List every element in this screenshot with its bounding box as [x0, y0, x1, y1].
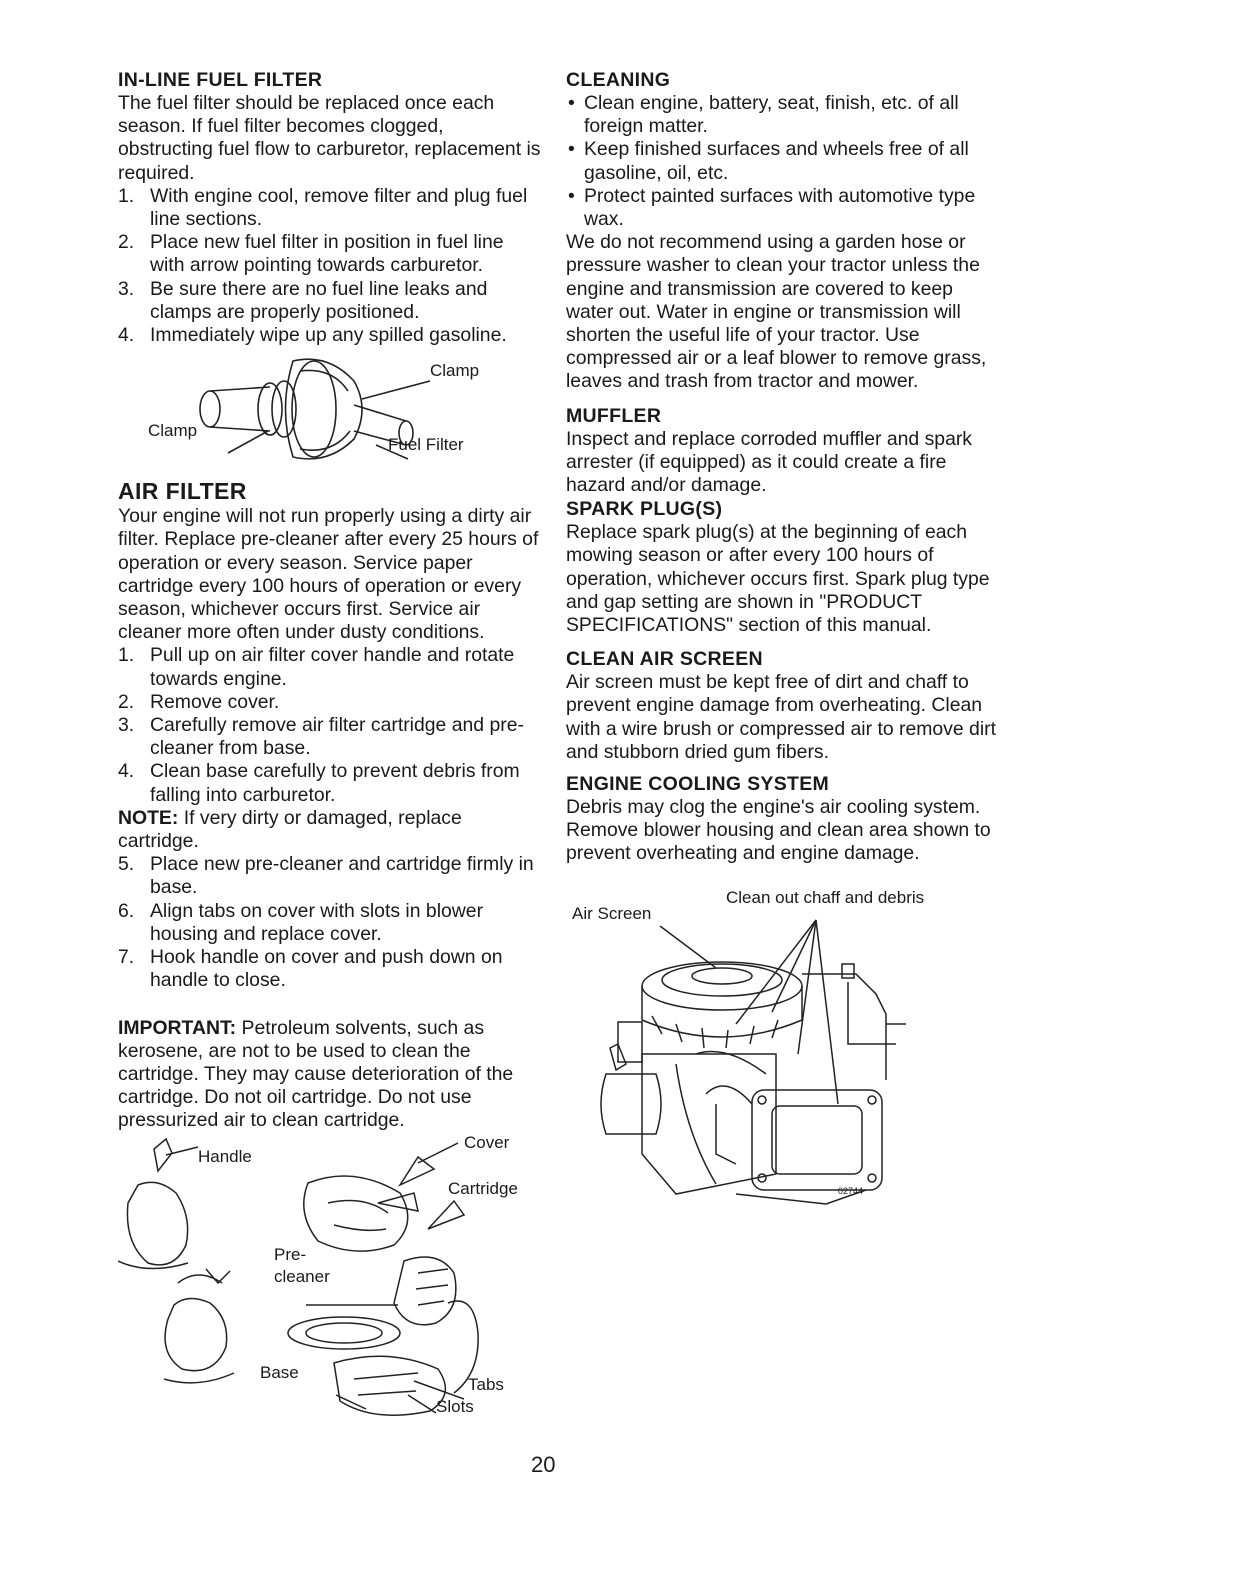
- fuel-filter-steps: [118, 185, 543, 347]
- list-item: • Clean engine, battery, seat, finish, etc. of all foreign matter.: [568, 92, 959, 138]
- important-text: Petroleum solvents, such as kerosene, are not to be used to clean the cartridge. They may cause deterioration of the cartridge. Do not oil cartridge. Do not use pressurized air to clean cartridge.: [118, 1016, 514, 1132]
- engine-cooling-body: Debris may clog the engine's air cooling system. Remove blower housing and clean area shown to prevent overheating and engine damage.: [566, 796, 991, 865]
- page-number: 20: [531, 1452, 556, 1477]
- list-item: 2. Remove cover.: [118, 690, 280, 713]
- air-filter-intro: Your engine will not run properly using a dirty air filter. Replace pre-cleaner after every 25 hours of operation or every season. Service paper cartridge every 100 hours of operation or every season, whichever occurs first. Service air cleaner more often under dusty conditions.: [118, 505, 539, 644]
- list-item: 3. Be sure there are no fuel line leaks and clamps are properly positioned.: [118, 277, 488, 323]
- list-item: 1. Pull up on air filter cover handle and rotate towards engine.: [118, 644, 515, 690]
- list-item: 5. Place new pre-cleaner and cartridge firmly in base.: [118, 853, 534, 899]
- air-screen-label: Air Screen: [572, 903, 652, 923]
- fuel-filter-label: Fuel Filter: [388, 435, 464, 455]
- important-label: IMPORTANT:: [118, 1016, 237, 1039]
- air-filter-important: [118, 1017, 543, 1133]
- muffler-heading: MUFFLER: [566, 404, 662, 427]
- clean-air-screen-body: Air screen must be kept free of dirt and chaff to prevent engine damage from overheating. Clean with a wire brush or compressed air to remove dirt and stubborn dried gum fibers.: [566, 671, 996, 763]
- spark-plugs-body: Replace spark plug(s) at the beginning of each mowing season or after every 100 hours of operation, whichever occurs first. Spark plug type and gap setting are shown in "PRODUCT SPECIFICATIONS" section of this manual.: [566, 521, 990, 637]
- list-item: • Keep finished surfaces and wheels free of all gasoline, oil, etc.: [568, 138, 969, 184]
- list-item: 4. Immediately wipe up any spilled gasoline.: [118, 324, 507, 347]
- list-item: 3. Carefully remove air filter cartridge and pre-cleaner from base.: [118, 714, 524, 760]
- fuel-filter-clamp-top-label: Clamp: [430, 361, 480, 381]
- cleaning-heading: CLEANING: [566, 69, 671, 91]
- engine-figure: [566, 887, 996, 1224]
- list-item: 2. Place new fuel filter in position in fuel line with arrow pointing towards carburetor.: [118, 231, 504, 277]
- handle-label: Handle: [198, 1146, 252, 1166]
- list-item: • Protect painted surfaces with automotive type wax.: [568, 184, 976, 231]
- air-filter-steps-a: [118, 644, 543, 806]
- note-label: NOTE:: [118, 806, 179, 829]
- air-filter-steps-b: [118, 853, 543, 992]
- list-item: 4. Clean base carefully to prevent debris from falling into carburetor.: [118, 760, 520, 806]
- slots-label: Slots: [436, 1396, 474, 1416]
- figure-code: 02744: [838, 1185, 864, 1196]
- fuel-filter-intro: The fuel filter should be replaced once each season. If fuel filter becomes clogged, obstructing fuel flow to carburetor, replacement is required.: [118, 92, 541, 184]
- air-filter-figure: [118, 1133, 543, 1423]
- fuel-filter-illustration: [118, 347, 543, 477]
- tabs-label: Tabs: [468, 1374, 504, 1394]
- base-label: Base: [260, 1362, 299, 1382]
- fuel-filter-clamp-left-label: Clamp: [148, 421, 198, 441]
- cartridge-label: Cartridge: [448, 1178, 518, 1198]
- air-filter-heading: AIR FILTER: [118, 478, 247, 505]
- cleaner-label: cleaner: [274, 1266, 330, 1286]
- fuel-filter-heading: IN-LINE FUEL FILTER: [118, 69, 323, 91]
- list-item: 1. With engine cool, remove filter and plug fuel line sections.: [118, 184, 528, 231]
- cover-label: Cover: [464, 1132, 510, 1152]
- list-item: 6. Align tabs on cover with slots in blower housing and replace cover.: [118, 899, 484, 945]
- spark-plugs-heading: SPARK PLUG(S): [566, 498, 723, 521]
- pre-label: Pre-: [274, 1244, 307, 1264]
- cleaning-bullets: [566, 92, 996, 231]
- clean-air-screen-heading: CLEAN AIR SCREEN: [566, 648, 763, 671]
- engine-illustration: [566, 894, 996, 1224]
- engine-cooling-heading: ENGINE COOLING SYSTEM: [566, 773, 830, 796]
- list-item: 7. Hook handle on cover and push down on handle to close.: [118, 946, 503, 992]
- air-filter-note: [118, 807, 543, 853]
- cleaning-body: We do not recommend using a garden hose or pressure washer to clean your tractor unless the engine and transmission are covered to keep water out. Water in engine or transmission will shorten the useful life of your tractor. Use compressed air or a leaf blower to remove grass, leaves and trash from tractor and mower.: [566, 231, 987, 393]
- note-text: If very dirty or damaged, replace cartridge.: [118, 806, 462, 853]
- fuel-filter-figure: [118, 347, 543, 477]
- muffler-body: Inspect and replace corroded muffler and spark arrester (if equipped) as it could create a fire hazard and/or damage.: [566, 427, 973, 497]
- clean-out-chaff-label: Clean out chaff and debris: [726, 887, 925, 907]
- right-column: [566, 68, 996, 1224]
- left-column: [118, 68, 543, 1423]
